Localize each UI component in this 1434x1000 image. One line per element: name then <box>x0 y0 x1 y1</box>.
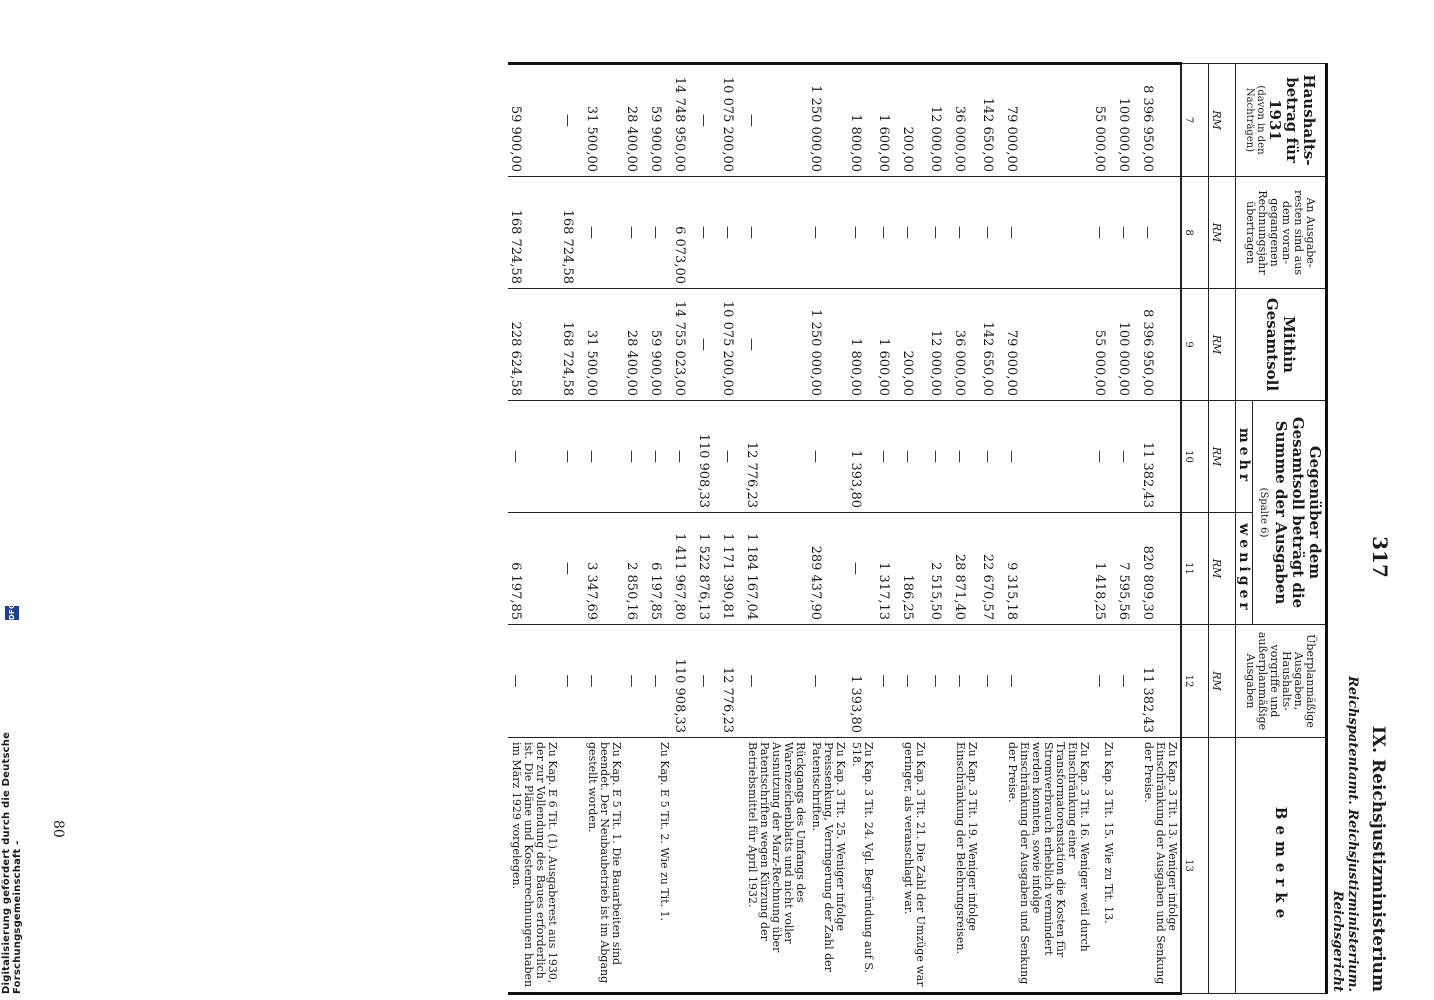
cell-c9: 28 400,00 <box>624 289 648 401</box>
cell-remark <box>672 738 696 994</box>
colnum-11: 11 <box>1181 513 1209 625</box>
cell-remark: Zu Kap. E 5 Tit. 1. Die Bauarbeiten sind beendet. Der Neubaubetrieb ist im Abgang gestellt worden. <box>584 738 624 994</box>
unit-col9: RM <box>1209 289 1236 401</box>
cell-c11: 3 347,69 <box>584 513 624 625</box>
header-group-note: (Spalte 6) <box>1258 487 1269 538</box>
table-row <box>508 64 560 994</box>
cell-c12: — <box>1092 625 1116 738</box>
cell-c12: — <box>744 625 808 738</box>
cell-c8: 168 724,58 <box>508 177 560 289</box>
cell-c10: 11 382,43 <box>1140 401 1181 513</box>
cell-c12: 110 908,33 <box>672 625 696 738</box>
cell-c10: — <box>584 401 624 513</box>
table-row <box>744 64 808 994</box>
cell-c11: — <box>560 513 584 625</box>
cell-remark: Zu Kap. 3 Tit. 21. Die Zahl der Umzüge war geringer, als veranschlagt war. <box>900 738 928 994</box>
cell-c9: 79 000,00 <box>1004 289 1092 401</box>
colnum-9: 9 <box>1181 289 1209 401</box>
footer-page-number: 80 <box>50 820 66 838</box>
cell-c10: — <box>876 401 900 513</box>
page-subtitle: Reichspatentamt. Reichsjustizministerium. Reichsgericht <box>1330 676 1360 992</box>
cell-c12: — <box>1116 625 1140 738</box>
cell-remark: Zu Kap. 3 Tit. 25. Weniger infolge Preissenkung, Verringerung der Zahl der Patentschriften. <box>808 738 848 994</box>
cell-c8: — <box>952 177 980 289</box>
unit-col10: RM <box>1209 401 1236 513</box>
cell-c9: 200,00 <box>900 289 928 401</box>
colnum-12: 12 <box>1181 625 1209 738</box>
cell-c8: — <box>876 177 900 289</box>
cell-c11: 1 522 876,13 <box>696 513 720 625</box>
budget-table <box>30 62 1328 992</box>
cell-c8: — <box>928 177 952 289</box>
unit-col11: RM <box>1209 513 1236 625</box>
cell-c11: 2 515,50 <box>928 513 952 625</box>
cell-c9: 1 250 000,00 <box>808 289 848 401</box>
cell-c7: 59 900,00 <box>648 64 672 177</box>
table-row <box>584 64 624 994</box>
cell-c11: 820 809,30 <box>1140 513 1181 625</box>
cell-c10: — <box>1116 401 1140 513</box>
cell-c7: 8 396 950,00 <box>1140 64 1181 177</box>
cell-c12: — <box>928 625 952 738</box>
units-row <box>1209 64 1236 994</box>
cell-c11: 1 317,13 <box>876 513 900 625</box>
cell-remark: Zu Kap. 3 Tit. 24. Vgl. Begründung auf S. 518. <box>848 738 876 994</box>
cell-c11: 1 418,25 <box>1092 513 1116 625</box>
cell-c12: 11 382,43 <box>1140 625 1181 738</box>
cell-c9: 36 000,00 <box>952 289 980 401</box>
cell-c8: — <box>696 177 720 289</box>
cell-remark: Zu Kap. E 6 Tit. (1). Ausgaberest aus 1930, der zur Vollendung des Baues erforderlich ist. Die Pläne und Kostenrechnungen haben im März 1929 vorgelegen. <box>508 738 560 994</box>
table-row <box>1140 64 1181 994</box>
cell-c9: 12 000,00 <box>928 289 952 401</box>
cell-c7: — <box>696 64 720 177</box>
cell-c12: — <box>560 625 584 738</box>
colnum-7: 7 <box>1181 64 1209 177</box>
table-row <box>848 64 876 994</box>
cell-c7: 1 600,00 <box>876 64 900 177</box>
cell-remark: Rückgangs des Umfangs des Warenzeichenblatts und nicht voller Ausnutzung der Marz-Rechnung über Patentschriften wegen Kürzung der Betriebsmittel für April 1932. <box>744 738 808 994</box>
cell-c7: 100 000,00 <box>1116 64 1140 177</box>
cell-c8: — <box>808 177 848 289</box>
unit-col12: RM <box>1209 625 1236 738</box>
cell-c7: 1 250 000,00 <box>808 64 848 177</box>
unit-col7: RM <box>1209 64 1236 177</box>
cell-c9: 100 000,00 <box>1116 289 1140 401</box>
cell-c11: 1 184 167,04 <box>744 513 808 625</box>
cell-c7: — <box>744 64 808 177</box>
cell-c11: 2 850,16 <box>624 513 648 625</box>
cell-remark <box>1116 738 1140 994</box>
cell-c11: 1 171 390,81 <box>720 513 744 625</box>
colnum-10: 10 <box>1181 401 1209 513</box>
cell-c12: — <box>584 625 624 738</box>
table-row <box>876 64 900 994</box>
header-col10: mehr <box>1236 401 1253 513</box>
cell-remark <box>980 738 1004 994</box>
cell-c7: 200,00 <box>900 64 928 177</box>
cell-c12: — <box>1004 625 1092 738</box>
cell-c12: — <box>624 625 648 738</box>
header-col12: Überplanmäßige Ausgaben, Haushalts-vorgriffe und außerplanmäßige Ausgaben <box>1236 625 1327 738</box>
unit-col8: RM <box>1209 177 1236 289</box>
cell-c9: — <box>696 289 720 401</box>
cell-c11: 7 595,56 <box>1116 513 1140 625</box>
unit-col13 <box>1209 738 1236 994</box>
cell-c8: — <box>900 177 928 289</box>
digitization-note <box>1 603 23 994</box>
header-group-10-11 <box>1253 401 1327 625</box>
cell-c9: 228 624,58 <box>508 289 560 401</box>
page-number: 317 <box>1368 536 1392 578</box>
cell-c8: — <box>1140 177 1181 289</box>
cell-c9: 59 900,00 <box>648 289 672 401</box>
cell-c9: 142 650,00 <box>980 289 1004 401</box>
page-title: IX. Reichsjustizministerium <box>1368 726 1388 992</box>
column-number-row <box>1181 64 1209 994</box>
table-row <box>1116 64 1140 994</box>
header-col8: An Ausgabe-resten sind aus dem voran-gegangenen Rechnungsjahr übertragen <box>1236 177 1327 289</box>
cell-c7: — <box>560 64 584 177</box>
digitization-text: Digitalisierung gefördert durch die Deutsche Forschungsgemeinschaft - <box>1 731 23 994</box>
table-row <box>1092 64 1116 994</box>
cell-c10: — <box>1004 401 1092 513</box>
table-row <box>696 64 720 994</box>
cell-c10: — <box>508 401 560 513</box>
cell-c10: — <box>980 401 1004 513</box>
cell-c10: — <box>560 401 584 513</box>
dfg-logo: DFG <box>5 606 19 620</box>
cell-c9: 168 724,58 <box>560 289 584 401</box>
cell-c7: 14 748 950,00 <box>672 64 696 177</box>
cell-c11: 6 197,85 <box>648 513 672 625</box>
table-row <box>952 64 980 994</box>
table-row <box>900 64 928 994</box>
table-row <box>672 64 696 994</box>
cell-remark <box>720 738 744 994</box>
cell-c11: — <box>848 513 876 625</box>
cell-c11: 6 197,85 <box>508 513 560 625</box>
header-col9: Mithin Gesamtsoll <box>1236 289 1327 401</box>
cell-c10: — <box>720 401 744 513</box>
cell-c10: — <box>1092 401 1116 513</box>
cell-c8: — <box>720 177 744 289</box>
table-row <box>648 64 672 994</box>
cell-c11: 289 437,90 <box>808 513 848 625</box>
cell-c12: — <box>508 625 560 738</box>
cell-c8: — <box>1004 177 1092 289</box>
cell-remark: Zu Kap. 3 Tit. 15. Wie zu Tit. 13. <box>1092 738 1116 994</box>
cell-c12: — <box>876 625 900 738</box>
cell-c12: — <box>980 625 1004 738</box>
cell-c11: 9 315,18 <box>1004 513 1092 625</box>
cell-c11: 28 871,40 <box>952 513 980 625</box>
cell-c9: 31 500,00 <box>584 289 624 401</box>
cell-c10: — <box>900 401 928 513</box>
cell-c7: 10 075 200,00 <box>720 64 744 177</box>
header-col11: weniger <box>1236 513 1253 625</box>
cell-c12: — <box>952 625 980 738</box>
cell-c12: — <box>696 625 720 738</box>
colnum-8: 8 <box>1181 177 1209 289</box>
cell-c7: 36 000,00 <box>952 64 980 177</box>
cell-c8: — <box>584 177 624 289</box>
cell-remark <box>624 738 648 994</box>
header-col7-note: (davon in den Nachträgen) <box>1244 85 1266 155</box>
table-row <box>1004 64 1092 994</box>
cell-c8: — <box>624 177 648 289</box>
table-row <box>928 64 952 994</box>
cell-remark <box>560 738 584 994</box>
table-row <box>808 64 848 994</box>
cell-c10: — <box>648 401 672 513</box>
cell-c10: — <box>808 401 848 513</box>
colnum-13: 13 <box>1181 738 1209 994</box>
table-body <box>508 64 1181 994</box>
cell-c10: — <box>672 401 696 513</box>
cell-remark: Zu Kap. 3 Tit. 19. Weniger infolge Einschränkung der Belehrungsreisen. <box>952 738 980 994</box>
rotated-content <box>30 62 1390 992</box>
cell-remark: Zu Kap. E 5 Tit. 2. Wie zu Tit. 1. <box>648 738 672 994</box>
header-col7-label: Haushalts-betrag für 1931 <box>1266 74 1318 166</box>
table-row <box>720 64 744 994</box>
cell-c8: 6 073,00 <box>672 177 696 289</box>
cell-c9: 14 755 023,00 <box>672 289 696 401</box>
cell-c8: — <box>1092 177 1116 289</box>
cell-remark <box>928 738 952 994</box>
cell-c9: 8 396 950,00 <box>1140 289 1181 401</box>
cell-c7: 28 400,00 <box>624 64 648 177</box>
cell-remark <box>696 738 720 994</box>
cell-c12: — <box>808 625 848 738</box>
cell-c10: — <box>624 401 648 513</box>
cell-c7: 55 000,00 <box>1092 64 1116 177</box>
cell-c10: 110 908,33 <box>696 401 720 513</box>
cell-c10: 1 393,80 <box>848 401 876 513</box>
cell-c8: — <box>848 177 876 289</box>
cell-c8: — <box>744 177 808 289</box>
cell-c8: — <box>980 177 1004 289</box>
cell-c12: 1 393,80 <box>848 625 876 738</box>
cell-c7: 59 900,00 <box>508 64 560 177</box>
cell-c10: — <box>928 401 952 513</box>
cell-c9: 55 000,00 <box>1092 289 1116 401</box>
cell-c9: 1 800,00 <box>848 289 876 401</box>
cell-c11: 22 670,57 <box>980 513 1004 625</box>
cell-c11: 1 411 967,80 <box>672 513 696 625</box>
cell-remark <box>876 738 900 994</box>
header-col13: Bemerke <box>1236 738 1327 994</box>
cell-c12: 12 776,23 <box>720 625 744 738</box>
cell-c9: 1 600,00 <box>876 289 900 401</box>
cell-remark: Zu Kap. 3 Tit. 16. Weniger weil durch Einschränkung einer Transformatorenstation die Kosten für Stromverbrauch erheblich vermindert werden konnten, sowie infolge Einschränkung der Ausgaben und Senkung der Preise. <box>1004 738 1092 994</box>
cell-c8: 168 724,58 <box>560 177 584 289</box>
cell-c9: 10 075 200,00 <box>720 289 744 401</box>
cell-c7: 79 000,00 <box>1004 64 1092 177</box>
cell-c7: 142 650,00 <box>980 64 1004 177</box>
cell-remark: Zu Kap. 3 Tit. 13. Weniger infolge Einschränkung der Ausgaben und Senkung der Preise. <box>1140 738 1181 994</box>
cell-c11: 186,25 <box>900 513 928 625</box>
table-row <box>624 64 648 994</box>
cell-c7: 1 800,00 <box>848 64 876 177</box>
table-row <box>560 64 584 994</box>
cell-c12: — <box>648 625 672 738</box>
cell-c10: — <box>952 401 980 513</box>
cell-c8: — <box>648 177 672 289</box>
cell-c10: 12 776,23 <box>744 401 808 513</box>
header-col7 <box>1236 64 1327 177</box>
header-group-label: Gegenüber dem Gesamtsoll beträgt die Summe der Ausgaben <box>1272 416 1324 609</box>
cell-c9: — <box>744 289 808 401</box>
cell-c8: — <box>1116 177 1140 289</box>
cell-c7: 12 000,00 <box>928 64 952 177</box>
table-row <box>980 64 1004 994</box>
cell-c12: — <box>900 625 928 738</box>
cell-c7: 31 500,00 <box>584 64 624 177</box>
